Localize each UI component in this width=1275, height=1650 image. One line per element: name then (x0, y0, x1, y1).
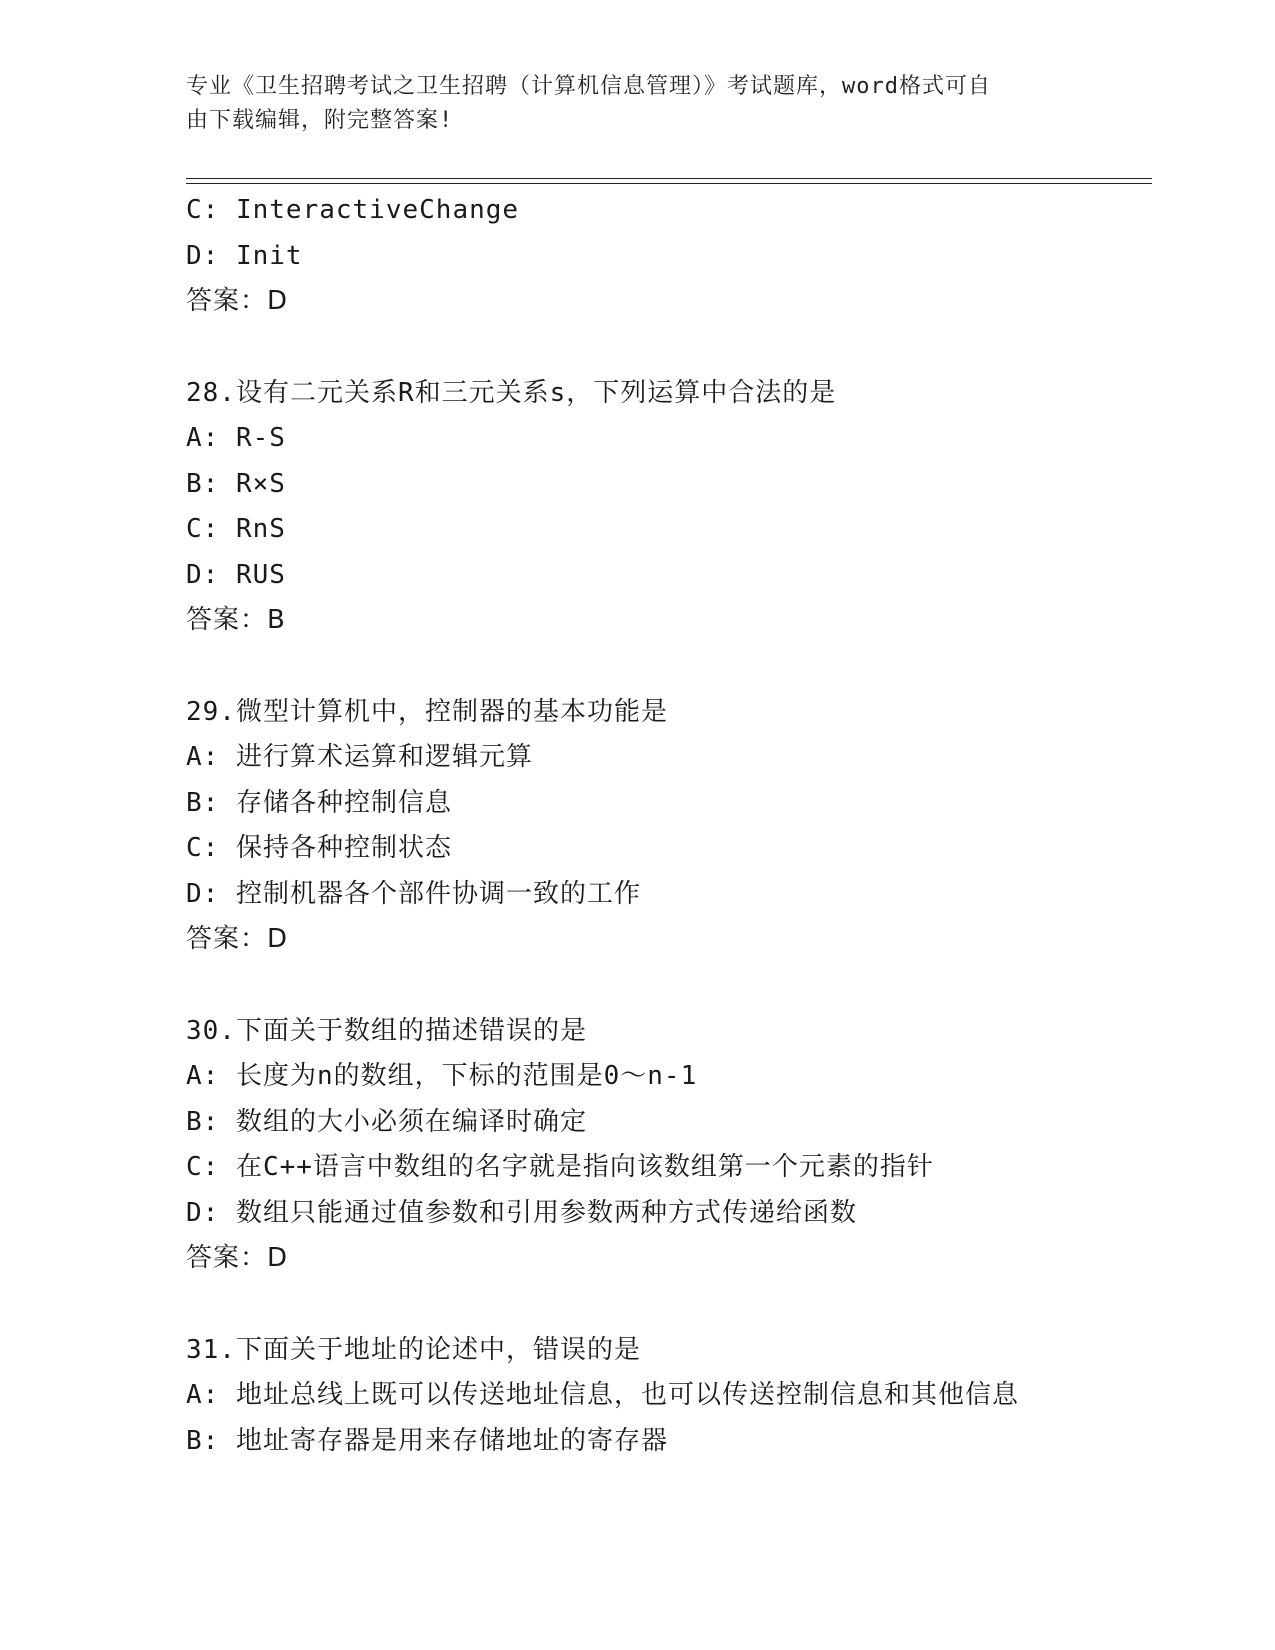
option-c: C: 保持各种控制状态 (186, 833, 452, 863)
question-content (186, 188, 1166, 1464)
option-b: B: 地址寄存器是用来存储地址的寄存器 (186, 1425, 668, 1456)
header-rule-bottom (186, 183, 1152, 184)
header-line-2: 由下载编辑，附完整答案! (186, 108, 454, 133)
spacer (186, 644, 1166, 690)
question-28 (186, 371, 1166, 644)
option-b: B: 数组的大小必须在编译时确定 (186, 1106, 587, 1137)
option-c: C: InteractiveChange (186, 195, 520, 225)
answer-line: 答案：D (186, 286, 289, 316)
option-a: A: 长度为n的数组，下标的范围是0～n-1 (186, 1061, 698, 1091)
option-d: D: 数组只能通过值参数和引用参数两种方式传递给函数 (186, 1197, 857, 1228)
option-d: D: RUS (186, 559, 286, 590)
option-b: B: 存储各种控制信息 (186, 787, 452, 818)
spacer (186, 325, 1166, 371)
option-d: D: 控制机器各个部件协调一致的工作 (186, 878, 641, 909)
question-title: 28.设有二元关系R和三元关系s，下列运算中合法的是 (186, 377, 837, 408)
option-a: A: R-S (186, 423, 286, 453)
question-30 (186, 1009, 1166, 1282)
question-title: 31.下面关于地址的论述中，错误的是 (186, 1334, 641, 1365)
question-title: 29.微型计算机中，控制器的基本功能是 (186, 696, 668, 727)
option-b: B: R×S (186, 468, 286, 499)
answer-line: 答案：B (186, 605, 286, 635)
option-d: D: Init (186, 240, 303, 271)
option-c: C: 在C++语言中数组的名字就是指向该数组第一个元素的指针 (186, 1152, 934, 1182)
option-c: C: RnS (186, 514, 286, 544)
question-title: 30.下面关于数组的描述错误的是 (186, 1015, 587, 1046)
document-header (186, 70, 1066, 138)
spacer (186, 1282, 1166, 1328)
answer-line: 答案：D (186, 924, 289, 954)
spacer (186, 963, 1166, 1009)
prev-question-block (186, 188, 1166, 325)
answer-line: 答案：D (186, 1243, 289, 1273)
option-a: A: 进行算术运算和逻辑元算 (186, 742, 533, 772)
header-line-1: 专业《卫生招聘考试之卫生招聘（计算机信息管理）》考试题库，word格式可自 (186, 74, 991, 99)
question-31 (186, 1328, 1166, 1465)
option-a: A: 地址总线上既可以传送地址信息，也可以传送控制信息和其他信息 (186, 1380, 1019, 1410)
question-29 (186, 690, 1166, 963)
header-rule-top (186, 178, 1152, 179)
